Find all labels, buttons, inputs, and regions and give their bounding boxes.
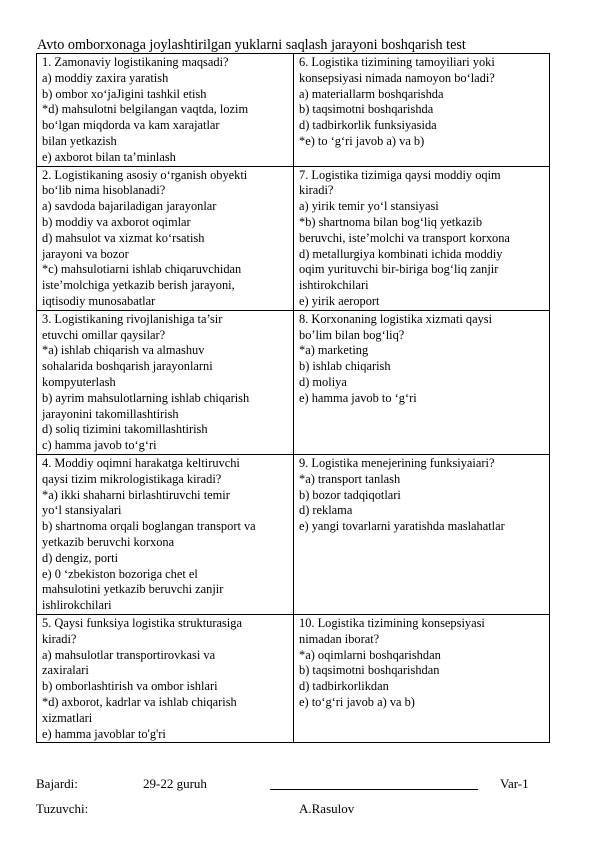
question-line: *a) ikki shaharni birlashtiruvchi temir — [42, 487, 230, 502]
question-line: konsepsiyasi nimada namoyon bo‘ladi? — [299, 70, 495, 85]
question-line: iste’molchiga yetkazib berish jarayoni, — [42, 278, 235, 293]
question-line: jarayonini takomillashtirish — [42, 406, 179, 421]
question-line: b) taqsimotni boshqarishdan — [299, 663, 440, 678]
question-line: etuvchi omillar qaysilar? — [42, 327, 166, 342]
question-line: nimadan iborat? — [299, 631, 380, 646]
question-line: e) axborot bilan ta’minlash — [42, 149, 176, 164]
question-line: bo’lim bilan bog‘liq? — [299, 327, 405, 342]
question-cell — [294, 54, 550, 167]
question-text: 7. Logistika tizimiga qaysi moddiy oqim — [299, 167, 501, 182]
question-text: 2. Logistikaning asosiy o‘rganish obyekti — [42, 167, 248, 182]
question-line: d) reklama — [299, 503, 353, 518]
question-cell — [37, 166, 294, 310]
question-line: jarayoni va bozor — [42, 246, 129, 261]
question-line: *a) ishlab chiqarish va almashuv — [42, 343, 205, 358]
question-cell — [294, 310, 550, 454]
question-line: *d) axborot, kadrlar va ishlab chiqarish — [42, 694, 237, 709]
question-cell — [294, 454, 550, 614]
question-line: d) mahsulot va xizmat ko‘rsatish — [42, 230, 205, 245]
question-line: a) yirik temir yo‘l stansiyasi — [299, 199, 439, 214]
question-text: 1. Zamonaviy logistikaning maqsadi? — [42, 55, 229, 69]
question-line: yetkazib beruvchi korxona — [42, 534, 175, 549]
question-line: kiradi? — [42, 631, 77, 646]
question-line: *a) marketing — [299, 343, 369, 358]
question-line: kiradi? — [299, 183, 334, 198]
question-line: b) moddiy va axborot oqimlar — [42, 214, 191, 229]
question-cell — [37, 454, 294, 614]
table-row — [37, 54, 550, 167]
question-line: e) yangi tovarlarni yaratishda maslahatlar — [299, 519, 505, 534]
question-line: *c) mahsulotiarni ishlab chiqaruvchidan — [42, 262, 242, 277]
question-line: d) metallurgiya kombinati ichida moddiy — [299, 246, 503, 261]
compiler-label: Tuzuvchi: — [36, 801, 89, 816]
question-line: oqim yurituvchi bir-biriga bog‘liq zanjir — [299, 262, 499, 277]
table-row — [37, 454, 550, 614]
question-line: b) omborlashtirish va ombor ishlari — [42, 679, 218, 694]
test-questions-table — [36, 53, 550, 743]
question-line: b) ayrim mahsulotlarning ishlab chiqarish — [42, 390, 250, 405]
question-line: *e) to ‘g‘ri javob a) va b) — [299, 133, 425, 148]
question-line: mahsulotini yetkazib beruvchi zanjir — [42, 582, 224, 597]
question-line: e) hamma javob to ‘g‘ri — [299, 390, 417, 405]
question-cell — [37, 614, 294, 742]
question-line: iqtisodiy munosabatlar — [42, 293, 156, 308]
question-line: *a) oqimlarni boshqarishdan — [299, 647, 441, 662]
question-line: sohalarida boshqarish jarayonlarni — [42, 359, 213, 374]
performed-label: Bajardi: — [36, 776, 78, 791]
question-line: d) dengiz, porti — [42, 550, 119, 565]
question-text: 4. Moddiy oqimni harakatga keltiruvchi — [42, 455, 240, 470]
question-line: *a) transport tanlash — [299, 471, 401, 486]
question-cell — [294, 166, 550, 310]
question-line: d) moliya — [299, 374, 347, 389]
question-text: 8. Korxonaning logistika xizmati qaysi — [299, 311, 493, 326]
question-line: ishlirokchilari — [42, 598, 112, 613]
question-line: b) shartnoma orqali boglangan transport va — [42, 519, 256, 534]
question-line: d) tadbirkorlik funksiyasida — [299, 118, 437, 133]
question-line: e) to‘g‘ri javob a) va b) — [299, 694, 415, 709]
compiler-name: A.Rasulov — [299, 801, 355, 816]
question-line: b) ombor xo‘jaJigini tashkil etish — [42, 86, 207, 101]
table-row — [37, 310, 550, 454]
question-text: 6. Logistika tizimining tamoyiliari yoki — [299, 55, 495, 69]
question-text: 3. Logistikaning rivojlanishiga ta’sir — [42, 311, 223, 326]
question-cell — [37, 54, 294, 167]
question-line: a) moddiy zaxira yaratish — [42, 70, 169, 85]
question-line: d) soliq tizimini takomillashtirish — [42, 422, 208, 437]
question-cell — [294, 614, 550, 742]
question-line: a) mahsulotlar transportirovkasi va — [42, 647, 216, 662]
variant-value: Var-1 — [500, 776, 529, 791]
question-line: a) savdoda bajariladigan jarayonlar — [42, 199, 217, 214]
question-line: ishtirokchilari — [299, 278, 369, 293]
question-line: kompyuterlash — [42, 374, 116, 389]
signature-line — [270, 789, 478, 790]
question-line: b) ishlab chiqarish — [299, 359, 391, 374]
question-text: 10. Logistika tizimining konsepsiyasi — [299, 615, 485, 630]
question-line: bilan yetkazish — [42, 133, 117, 148]
group-value: 29-22 guruh — [143, 776, 207, 791]
question-line: qaysi tizim mikrologistikaga kiradi? — [42, 471, 222, 486]
question-line: b) bozor tadqiqotlari — [299, 487, 401, 502]
document-title: Avto omborxonaga joylashtirilgan yuklarni saqlash jarayoni boshqarish test — [37, 37, 466, 53]
question-line: c) hamma javob to‘g‘ri — [42, 438, 157, 453]
question-line: b) taqsimotni boshqarishda — [299, 102, 434, 117]
table-row — [37, 166, 550, 310]
question-text: 5. Qaysi funksiya logistika strukturasiga — [42, 615, 242, 630]
table-row — [37, 614, 550, 742]
question-cell — [37, 310, 294, 454]
question-line: zaxiralari — [42, 663, 89, 678]
question-line: bo‘lgan miqdorda va kam xarajatlar — [42, 118, 220, 133]
question-line: xizmatlari — [42, 710, 93, 725]
question-line: a) materiallarm boshqarishda — [299, 86, 444, 101]
question-line: yo‘l stansiyalari — [42, 503, 122, 518]
question-line: *d) mahsulotni belgilangan vaqtda, lozim — [42, 102, 249, 117]
question-line: bo‘lib nima hisoblanadi? — [42, 183, 166, 198]
question-line: d) tadbirkorlikdan — [299, 679, 389, 694]
question-line: beruvchi, iste’molchi va transport korxona — [299, 230, 510, 245]
question-line: e) 0 ‘zbekiston bozoriga chet el — [42, 566, 198, 581]
question-line: *b) shartnoma bilan bog‘liq yetkazib — [299, 214, 483, 229]
question-line: e) hamma javoblar to'g'ri — [42, 726, 166, 741]
question-line: e) yirik aeroport — [299, 293, 380, 308]
question-text: 9. Logistika menejerining funksiyaiari? — [299, 455, 495, 470]
